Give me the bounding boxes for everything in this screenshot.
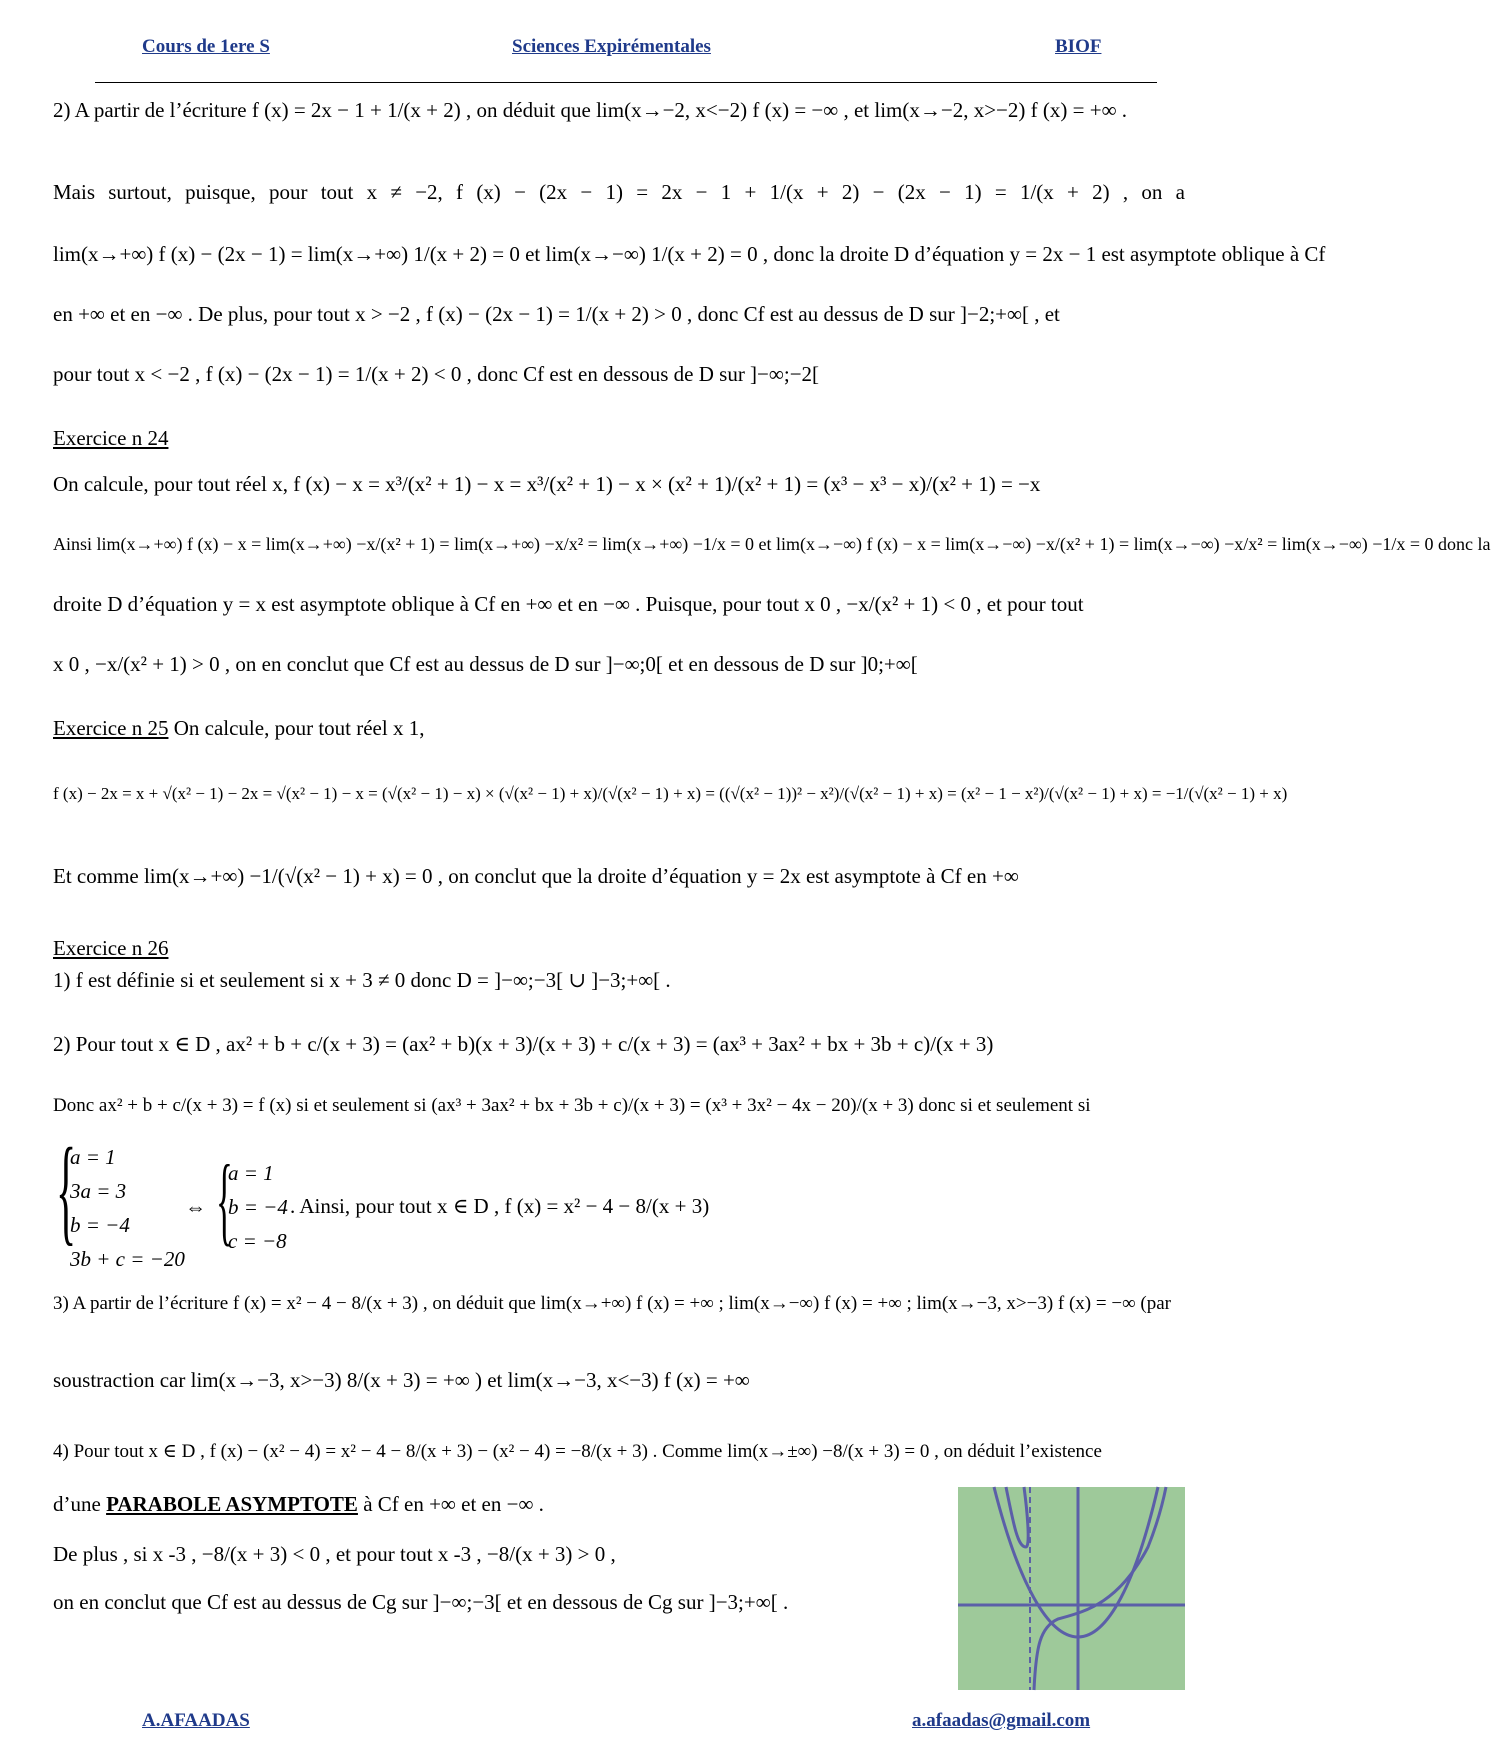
ex26-line7: [53, 1490, 933, 1518]
header-rule: [95, 82, 1157, 83]
ex26-after-system: . Ainsi, pour tout x ∈ D , f (x) = x² − 4 − 8/(x + 3): [290, 1194, 710, 1218]
system-brace-right: {: [216, 1144, 233, 1255]
system-2-eq2: b = −4: [228, 1195, 288, 1219]
graph-right-branch: [1034, 1487, 1166, 1690]
system-1-eq3: b = −4: [70, 1213, 130, 1237]
ex26-line6: 4) Pour tout x ∈ D , f (x) − (x² − 4) = x² − 4 − 8/(x + 3) − (x² − 4) = −8/(x + 3) . Comme lim(x→±∞) −8/(x + 3) = 0 , on déduit l’existence: [53, 1441, 1102, 1462]
ex24-line3: droite D d’équation y = x est asymptote oblique à Cf en +∞ et en −∞ . Puisque, pour tout x 0 , −x/(x² + 1) < 0 , et pour tout: [53, 592, 1084, 616]
part2-line4: en +∞ et en −∞ . De plus, pour tout x > −2 , f (x) − (2x − 1) = 1/(x + 2) > 0 , donc Cf est au dessus de D sur ]−2;+∞[ , et: [53, 302, 1060, 326]
part2-line2: Mais surtout, puisque, pour tout x ≠ −2, f (x) − (2x − 1) = 2x − 1 + 1/(x + 2) − (2x − 1) = 1/(x + 2) , on a: [53, 180, 1185, 204]
system-1-eq2: 3a = 3: [70, 1179, 127, 1203]
ex25-line2: f (x) − 2x = x + √(x² − 1) − 2x = √(x² − 1) − x = (√(x² − 1) − x) × (√(x² − 1) + x)/(√(x² − 1) + x) = ((√(x² − 1))² − x²)/(√(x² − 1) + x) = (x² − 1 − x²)/(√(x² − 1) + x) = −1/(√(x² − 1) + x): [53, 784, 1288, 803]
ex26-line1: 1) f est définie si et seulement si x + 3 ≠ 0 donc D = ]−∞;−3[ ∪ ]−3;+∞[ .: [53, 968, 671, 992]
ex26-line2: 2) Pour tout x ∈ D , ax² + b + c/(x + 3) = (ax² + b)(x + 3)/(x + 3) + c/(x + 3) = (ax³ + 3ax² + bx + 3b + c)/(x + 3): [53, 1032, 994, 1056]
ex26-line7-end: à Cf en +∞ et en −∞ .: [357, 1492, 544, 1516]
ex25-heading: [53, 714, 1185, 742]
part2-line5: pour tout x < −2 , f (x) − (2x − 1) = 1/(x + 2) < 0 , donc Cf est en dessous de D sur ]−∞;−2[: [53, 362, 820, 386]
ex25-title: Exercice n 25: [53, 716, 169, 740]
part2-line1: 2) A partir de l’écriture f (x) = 2x − 1 + 1/(x + 2) , on déduit que lim(x→−2, x<−2) f (x) = −∞ , et lim(x→−2, x>−2) f (x) = +∞ .: [53, 98, 1128, 122]
equivalence-sign: ⇔: [185, 1195, 206, 1219]
header-section: Sciences Expirémentales: [512, 36, 711, 57]
ex24-line2: Ainsi lim(x→+∞) f (x) − x = lim(x→+∞) −x/(x² + 1) = lim(x→+∞) −x/x² = lim(x→+∞) −1/x = 0 et lim(x→−∞) f (x) − x = lim(x→−∞) −x/(x² + 1) = lim(x→−∞) −x/x² = lim(x→−∞) −1/x = 0 donc la: [53, 534, 1491, 554]
ex26-line8: De plus , si x -3 , −8/(x + 3) < 0 , et pour tout x -3 , −8/(x + 3) > 0 ,: [53, 1542, 616, 1566]
ex25-line1: On calcule, pour tout réel x 1,: [173, 716, 425, 740]
ex24-line4: x 0 , −x/(x² + 1) > 0 , on en conclut que Cf est au dessus de D sur ]−∞;0[ et en dessous de D sur ]0;+∞[: [53, 652, 918, 676]
ex24-title: Exercice n 24: [53, 426, 169, 450]
system-1: [70, 1140, 185, 1276]
ex26-line5: soustraction car lim(x→−3, x>−3) 8/(x + 3) = +∞ ) et lim(x→−3, x<−3) f (x) = +∞: [53, 1368, 750, 1392]
system-1-eq1: a = 1: [70, 1145, 116, 1169]
ex26-line7-start: d’une: [53, 1492, 107, 1516]
ex26-line4: 3) A partir de l’écriture f (x) = x² − 4 − 8/(x + 3) , on déduit que lim(x→+∞) f (x) = +∞ ; lim(x→−∞) f (x) = +∞ ; lim(x→−3, x>−3) f (x) = −∞ (par: [53, 1293, 1171, 1314]
ex26-title: Exercice n 26: [53, 936, 169, 960]
calculator-graph: [958, 1487, 1185, 1690]
system-2-eq3: c = −8: [228, 1229, 287, 1253]
system-1-eq4: 3b + c = −20: [70, 1247, 185, 1271]
header-course: Cours de 1ere S: [142, 36, 270, 57]
system-brace-left: {: [56, 1123, 77, 1256]
graph-plot: [958, 1487, 1185, 1690]
system-2: [228, 1156, 288, 1258]
ex24-line1: On calcule, pour tout réel x, f (x) − x = x³/(x² + 1) − x = x³/(x² + 1) − x × (x² + 1)/(x² + 1) = (x³ − x³ − x)/(x² + 1) = −x: [53, 472, 1041, 496]
footer-author: A.AFAADAS: [142, 1710, 250, 1731]
ex25-line3: Et comme lim(x→+∞) −1/(√(x² − 1) + x) = 0 , on conclut que la droite d’équation y = 2x est asymptote à Cf en +∞: [53, 864, 1019, 888]
parabole-asymptote-emphasis: PARABOLE ASYMPTOTE: [106, 1492, 358, 1516]
footer-email[interactable]: a.afaadas@gmail.com: [912, 1710, 1091, 1731]
system-2-eq1: a = 1: [228, 1161, 274, 1185]
ex26-line9: on en conclut que Cf est au dessus de Cg sur ]−∞;−3[ et en dessous de Cg sur ]−3;+∞[ .: [53, 1590, 789, 1614]
part2-line3: lim(x→+∞) f (x) − (2x − 1) = lim(x→+∞) 1/(x + 2) = 0 et lim(x→−∞) 1/(x + 2) = 0 , donc la droite D d’équation y = 2x − 1 est asymptote oblique à Cf: [53, 242, 1326, 266]
ex26-line3: Donc ax² + b + c/(x + 3) = f (x) si et seulement si (ax³ + 3ax² + bx + 3b + c)/(x + 3) = (x³ + 3x² − 4x − 20)/(x + 3) donc si et seulement si: [53, 1095, 1091, 1116]
header-biof: BIOF: [1055, 36, 1102, 57]
